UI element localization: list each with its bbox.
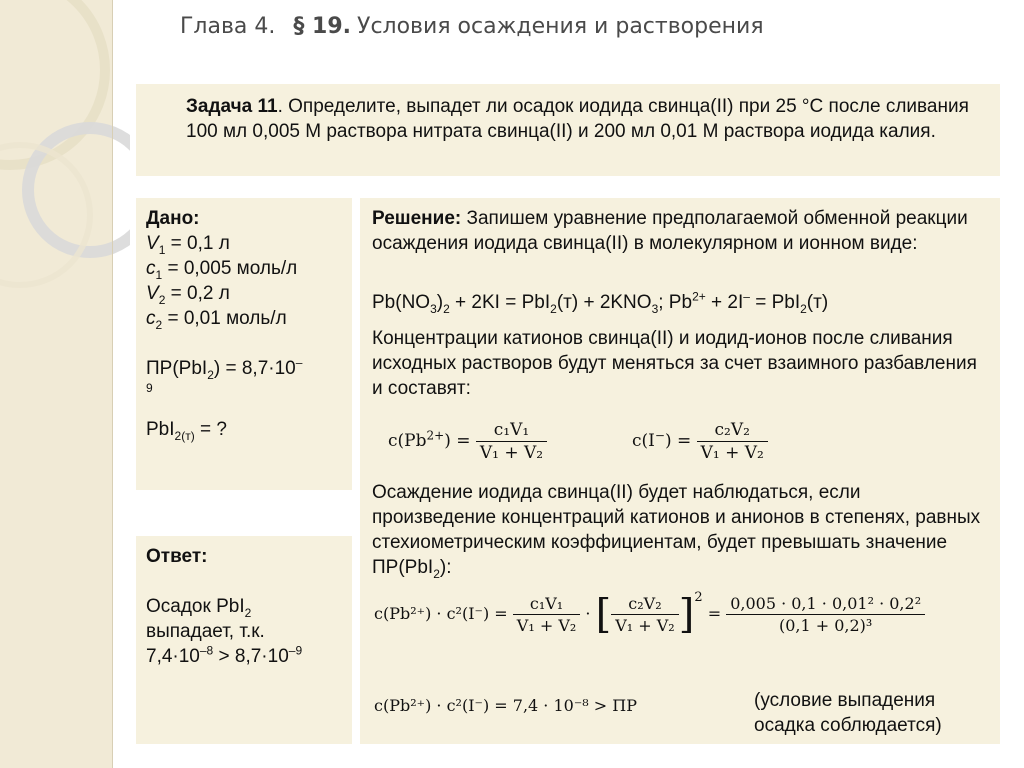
answer-content <box>146 544 302 669</box>
given-label: Дано: <box>146 208 200 229</box>
given-ksp-exponent-wrap: 9 <box>146 381 153 395</box>
section-title: Условия осаждения и растворения <box>357 14 764 39</box>
reaction-equation: $Pb(NO_3)_2 + 2KI = PbI_2(т) + 2KNO_3$; $Pb^{2+} + 2I^- = PbI_2(т)$ <box>372 289 829 316</box>
task-body: . Определите, выпадет ли осадок иодида свинца(II) при 25 °С после сливания 100 мл 0,005 М раствора нитрата свинца(II) и 200 мл 0,01 М раствора иодида калия. <box>186 96 969 142</box>
formula-result: c(Pb²⁺) · c²(I⁻) = 7,4 · 10⁻⁸ > ПР <box>374 696 637 715</box>
solution-box <box>360 198 1000 744</box>
answer-line-1: Осадок PbI$_2$ <box>146 596 252 620</box>
answer-label: Ответ: <box>146 546 208 567</box>
formula-pb-concentration: $c(Pb^{2+})$ = $\frac{\text{c₁V₁}}{\text{V₁ + V₂}}$ <box>388 420 547 463</box>
given-box <box>136 198 352 490</box>
chapter-label: Глава 4. <box>180 14 276 39</box>
answer-box <box>136 536 352 744</box>
vertical-divider <box>112 0 113 768</box>
fraction: $\frac{\text{c₂V₂}}{\text{V₁ + V₂}}$ <box>697 420 768 463</box>
solution-paragraph-3: Осаждение иодида свинца(II) будет наблюдаться, если произведение концентраций катионов и анионов в степенях, равных стехиометрическим коэффициентам, будет превышать значение ПР(PbI$_2$): <box>372 482 981 581</box>
given-content <box>146 206 302 442</box>
answer-line-3: $7,4\cdot 10^{-8} > 8,7\cdot 10^{-9}$ <box>146 643 303 667</box>
solution-paragraph-2: Концентрации катионов свинца(II) и иодид-ионов после сливания исходных растворов будут меняться за счет взаимного разбавления и составят: <box>372 328 977 399</box>
fraction: $\frac{\text{0,005 · 0,1 · 0,01² · 0,2²}}{\text{(0,1 + 0,2)³}}$ <box>726 594 925 635</box>
solution-intro: Решение: Запишем уравнение предполагаемой обменной реакции осаждения иодида свинца(II) в молекулярном и ионном виде: <box>372 208 968 254</box>
given-question: PbI$_{2(т)}$ = ? <box>146 419 227 443</box>
given-v2: $V_2 = 0,2$ л <box>146 283 230 307</box>
section-number: § 19. <box>293 14 352 39</box>
task-box <box>136 84 1000 176</box>
given-v1: $V_1 = 0,1$ л <box>146 233 230 257</box>
page-title <box>180 14 764 39</box>
task-label: Задача 11 <box>186 96 278 117</box>
fraction: $\frac{\text{c₂V₂}}{\text{V₁ + V₂}}$ <box>611 594 679 635</box>
decorative-rings-icon <box>0 0 130 300</box>
fraction: $\frac{\text{c₁V₁}}{\text{V₁ + V₂}}$ <box>513 594 581 635</box>
given-c2: $c_2 = 0,01$ моль/л <box>146 308 287 332</box>
formula-ion-product: c(Pb²⁺) · c²(I⁻) = $\frac{\text{c₁V₁}}{\text{V₁ + V₂}}$ · [ $\frac{\text{c₂V₂}}{\text{V₁ + V₂}}$ ]$^2$ = $\frac{\text{0,005 · 0,1 · 0,01² · 0,2²}}{\text{(0,1 + 0,2)³}}$ <box>374 594 925 635</box>
task-text <box>186 94 976 144</box>
fraction: $\frac{\text{c₁V₁}}{\text{V₁ + V₂}}$ <box>476 420 547 463</box>
given-ksp: ПР(PbI$_2$) = 8,7·10– <box>146 355 303 382</box>
condition-note: (условие выпадения осадка соблюдается) <box>754 690 942 736</box>
formula-i-concentration: c(I−) = $\frac{\text{c₂V₂}}{\text{V₁ + V₂}}$ <box>632 420 768 463</box>
given-c1: $c_1 = 0,005$ моль/л <box>146 258 298 282</box>
answer-line-2: выпадает, т.к. <box>146 621 265 642</box>
